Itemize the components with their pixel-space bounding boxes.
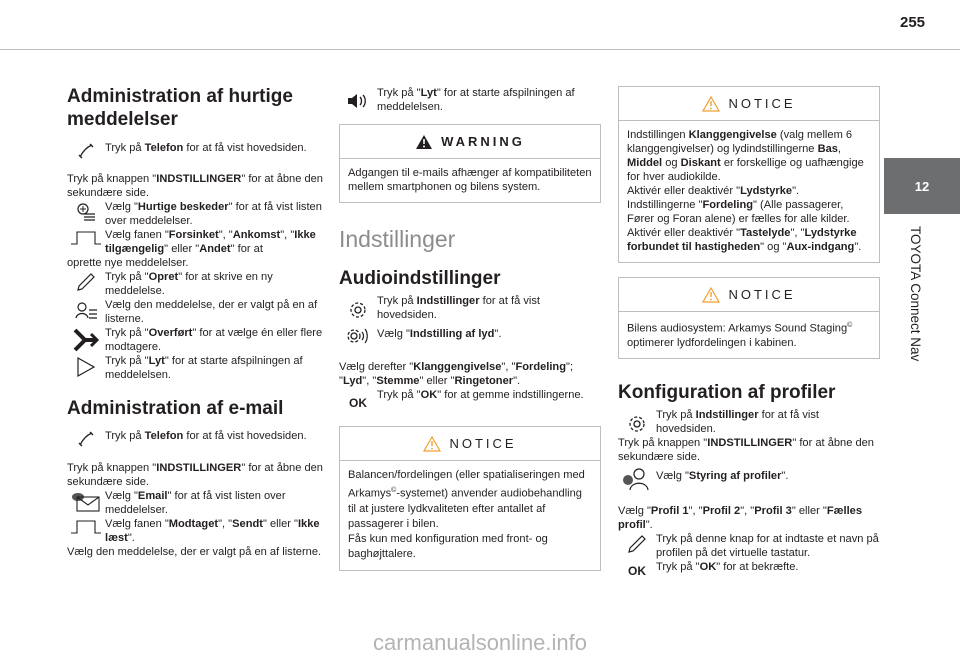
notice-title: NOTICE — [449, 436, 517, 451]
text-listen-2: Tryk på "Lyt" for at starte afspilningen af meddelelsen. — [377, 87, 575, 113]
notice-header — [619, 87, 879, 121]
text-telefon-2: Tryk på Telefon for at få vist hovedsiden. — [105, 430, 307, 442]
text-open-secondary-2: Tryk på knappen "INDSTILLINGER" for at åbne den sekundære side. — [67, 462, 323, 488]
text-quick-messages: Vælg "Hurtige beskeder" for at få vist listen over meddelelser. — [105, 201, 322, 227]
column-2 — [339, 86, 601, 571]
notice-icon — [423, 436, 441, 452]
text-create-new: oprette nye meddelelser. — [67, 257, 189, 269]
text-email-tabs: Vælg fanen "Modtaget", "Sendt" eller "Ikke læst". — [105, 518, 320, 544]
header-divider — [0, 49, 960, 50]
notice-title: NOTICE — [728, 96, 796, 111]
text-ok-confirm: Tryk på "OK" for at bekræfte. — [656, 560, 799, 573]
text-email: Vælg "Email" for at få vist listen over meddelelser. — [105, 490, 286, 516]
play-icon — [67, 354, 105, 378]
warning-header — [340, 125, 600, 159]
watermark: carmanualsonline.info — [372, 630, 588, 655]
text-settings-2: Tryk på Indstillinger for at få vist hovedsiden. — [656, 408, 819, 435]
column-1 — [67, 85, 325, 559]
warning-text: Adgangen til e-mails afhænger af kompatibiliteten mellem smartphonen og bilens system. — [348, 167, 592, 193]
text-create: Tryk på "Opret" for at skrive en ny meddelelse. — [105, 271, 273, 297]
section-title-profiles: Konfiguration af profiler — [618, 381, 836, 403]
notice-header — [340, 427, 600, 461]
notice-text: Bilens audiosystem: Arkamys Sound Staging© optimerer lydfordelingen i kabinen. — [627, 322, 853, 349]
text-enter-name: Tryk på denne knap for at indtaste et navn på profilen på det virtuelle tastatur. — [656, 532, 879, 559]
section-title-quick-messages: Administration af hurtige meddelelser — [67, 86, 293, 130]
forward-arrow-icon — [67, 326, 105, 352]
text-select-email: Vælg den meddelelse, der er valgt på en af listerne. — [67, 546, 322, 558]
tab-icon — [67, 517, 105, 535]
notice-box — [339, 426, 601, 571]
section-title-email: Administration af e-mail — [67, 398, 284, 419]
text-listen: Tryk på "Lyt" for at starte afspilningen af meddelelsen. — [105, 355, 303, 381]
warning-title: WARNING — [441, 134, 525, 149]
text-ok-save: Tryk på "OK" for at gemme indstillingerne. — [377, 389, 584, 401]
text-open-secondary-3: Tryk på knappen "INDSTILLINGER" for at åbne den sekundære side. — [618, 436, 874, 463]
text-settings: Tryk på Indstillinger for at få vist hovedsiden. — [377, 295, 540, 321]
notice-header — [619, 278, 879, 312]
notice-box-1 — [618, 86, 880, 263]
ok-button-icon: OK — [628, 563, 646, 578]
page-number: 255 — [900, 14, 926, 31]
profile-icon — [618, 464, 656, 492]
text-profile-management: Vælg "Styring af profiler". — [656, 469, 789, 482]
text-forward: Tryk på "Overført" for at vælge én eller flere modtagere. — [105, 327, 323, 353]
chapter-tab[interactable]: 12 — [884, 158, 960, 214]
settings-gear-icon — [339, 294, 377, 320]
pencil-icon — [618, 532, 656, 554]
quick-messages-icon — [67, 200, 105, 224]
warning-box — [339, 124, 601, 203]
section-title-settings: Indstillinger — [339, 226, 456, 252]
audio-settings-icon — [339, 322, 377, 346]
phone-icon — [67, 141, 105, 159]
message-list-icon — [67, 298, 105, 324]
text-open-secondary: Tryk på knappen "INDSTILLINGER" for at åbne den sekundære side. — [67, 173, 323, 199]
settings-gear-icon — [618, 408, 656, 434]
warning-icon — [415, 134, 433, 150]
section-title-audio: Audioindstillinger — [339, 268, 501, 289]
notice-box-2 — [618, 277, 880, 359]
column-3 — [618, 86, 880, 578]
notice-title: NOTICE — [728, 287, 796, 302]
notice-text: Balancen/fordelingen (eller spatialiseringen med Arkamys©-systemet) anvender audiobehandling til at justere lydkvaliteten efter antallet af passagerer i bilen. Fås kun med konfiguration med front- og baghøjttalere. — [348, 469, 585, 560]
email-icon — [67, 489, 105, 513]
notice-icon — [702, 96, 720, 112]
ok-button-icon: OK — [349, 396, 367, 410]
chapter-title: TOYOTA Connect Nav — [908, 226, 923, 362]
text-select-message: Vælg den meddelelse, der er valgt på en af listerne. — [105, 299, 318, 325]
pencil-icon — [67, 270, 105, 292]
text-profiles: Vælg "Profil 1", "Profil 2", "Profil 3" eller "Fælles profil". — [618, 504, 863, 531]
tab-icon — [67, 228, 105, 246]
notice-icon — [702, 287, 720, 303]
speaker-icon — [339, 86, 377, 110]
text-telefon: Tryk på Telefon for at få vist hovedsiden. — [105, 142, 307, 154]
notice-text: Indstillingen Klanggengivelse (valg mellem 6 klanggengivelser) og lydindstillingerne Bas, Middel og Diskant er forskellige og uafhængige for hver audiokilde. Aktivér eller deaktivér "Lydstyrke". Indstillingerne "Fordeling" (Alle passagerer, Fører og Foran alene) er fælles for alle kilder. Aktivér eller deaktivér "Tastelyde", "Lydstyrke forbundet til hastigheden" og "Aux-indgang". — [627, 129, 864, 253]
phone-icon — [67, 429, 105, 447]
text-audio-options: Vælg derefter "Klanggengivelse", "Fordeling"; "Lyd", "Stemme" eller "Ringetoner". — [339, 361, 574, 387]
text-tabs: Vælg fanen "Forsinket", "Ankomst", "Ikke tilgængelig" eller "Andet" for at — [105, 229, 316, 255]
text-audio-setting: Vælg "Indstilling af lyd". — [377, 328, 502, 340]
